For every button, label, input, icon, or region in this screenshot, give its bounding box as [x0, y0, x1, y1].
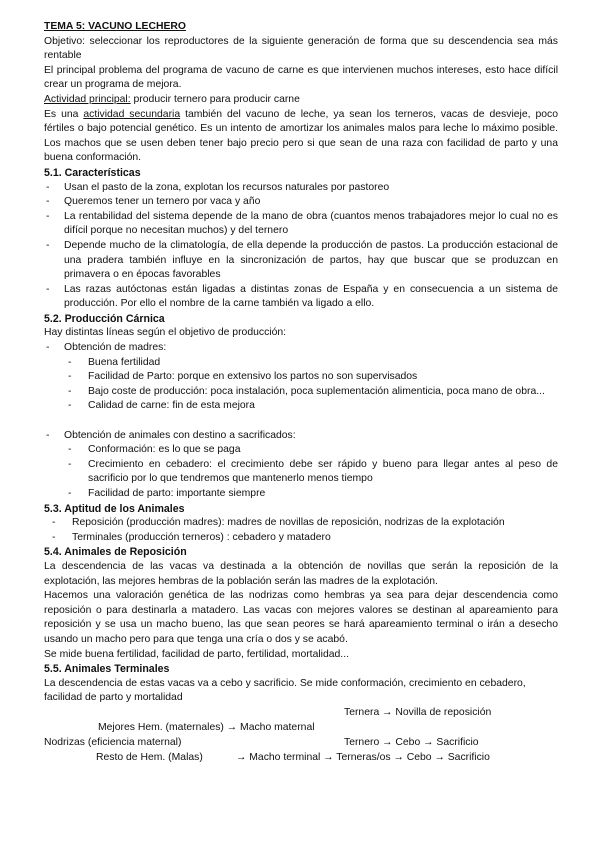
- list-item: - Usan el pasto de la zona, explotan los recursos naturales por pastoreo: [44, 181, 558, 196]
- flow-nodrizas: Nodrizas (eficiencia maternal): [44, 736, 182, 748]
- production-lines-list: [44, 341, 558, 356]
- actividad-secundaria-pre: Es una: [44, 108, 84, 120]
- list-item: - Terminales (producción terneros) : cebadero y matadero: [30, 531, 558, 546]
- flow-ternero: Ternero → Cebo → Sacrificio: [344, 736, 479, 748]
- selection-flow-diagram: [44, 706, 558, 766]
- list-item-madres: [44, 341, 558, 356]
- flow-macho-terminal: → Macho terminal → Terneras/os → Cebo → Sacrificio: [236, 751, 490, 763]
- section-heading-5-4: 5.4. Animales de Reposición: [44, 546, 187, 559]
- section-heading-5-3: 5.3. Aptitud de los Animales: [44, 502, 185, 515]
- list-item: - Conformación: es lo que se paga: [46, 443, 558, 458]
- reposicion-paragraph-2: Hacemos una valoración genética de las nodrizas como hembras ya sea para dejar descendencia como reposición o para destinarla a matadero. Las vacas con mejores valores se destinan al apareamiento para reposición y se usa un macho bueno, las que sean peores se hará apareamiento terminal o irán a desecho usando un macho pero para que tenga una cría o dos y se acabó.: [44, 590, 558, 645]
- actividad-principal-paragraph: [44, 93, 558, 108]
- list-item: - Las razas autóctonas están ligadas a distintas zonas de España y en consecuencia a un sistema de producción. Por ello el nombre de la carne también va ligado a ello.: [44, 283, 558, 312]
- list-item: - Calidad de carne: fin de esta mejora: [46, 399, 558, 414]
- list-item: - Bajo coste de producción: poca instalación, poca suplementación alimenticia, poca mano de obra...: [46, 385, 558, 400]
- terminales-paragraph: La descendencia de estas vacas va a cebo y sacrificio. Se mide conformación, crecimiento en cebadero, facilidad de parto y mortalidad: [44, 677, 526, 704]
- objetivo-paragraph: Objetivo: seleccionar los reproductores de la siguiente generación de forma que su descendencia sea más rentable: [44, 35, 558, 62]
- list-item: - Buena fertilidad: [46, 356, 558, 371]
- characteristics-list: [44, 181, 558, 312]
- reposicion-paragraph-1: La descendencia de las vacas va destinada a la obtención de novillas que serán la reposición de la explotación, las mejores hembras de la población serán las madres de la explotación.: [44, 560, 558, 587]
- actividad-secundaria-label: actividad secundaria: [83, 108, 181, 120]
- actividad-secundaria-paragraph: [44, 108, 558, 166]
- page-title: TEMA 5: VACUNO LECHERO: [44, 21, 187, 32]
- madres-label: Obtención de madres:: [64, 342, 167, 354]
- section-heading-5-5: 5.5. Animales Terminales: [44, 663, 170, 676]
- flow-mejores-hembras: Mejores Hem. (maternales) → Macho maternal: [98, 721, 315, 733]
- list-item: - Reposición (producción madres): madres de novillas de reposición, nodrizas de la explotación: [30, 516, 558, 531]
- actividad-secundaria-text: también del vacuno de leche, ya sean los terneros, vacas de desvieje, poco fértiles o bajo potencial genético. Es un intento de amortizar los animales malos para leche lo máximo posible. Los machos que se usen deben tener bajo precio pero si que sean de una raza con facilidad de parto y una buena conformación.: [44, 108, 558, 164]
- actividad-principal-text: producir ternero para producir carne: [130, 93, 300, 105]
- sacrificados-label: Obtención de animales con destino a sacrificados:: [64, 429, 296, 441]
- blank-line: [44, 414, 558, 429]
- sacrificio-list: [44, 429, 558, 444]
- reposicion-paragraph-3: Se mide buena fertilidad, facilidad de parto, fertilidad, mortalidad...: [44, 648, 349, 660]
- list-item: - Facilidad de parto: importante siempre: [46, 487, 558, 502]
- madres-sublist: [46, 356, 558, 414]
- problema-paragraph: El principal problema del programa de vacuno de carne es que intervienen muchos intereses, esto hace difícil crear un programa de mejora.: [44, 64, 558, 91]
- aptitud-list: [30, 516, 558, 545]
- list-item: - Crecimiento en cebadero: el crecimiento debe ser rápido y bueno para llegar antes al peso de sacrificio por lo que tendremos que mantenerlo menos tiempo: [46, 458, 558, 487]
- list-item: - Facilidad de Parto: porque en extensivo los partos no son supervisados: [46, 370, 558, 385]
- actividad-principal-label: Actividad principal:: [44, 93, 131, 105]
- flow-ternera: Ternera → Novilla de reposición: [344, 706, 492, 718]
- list-item: - La rentabilidad del sistema depende de la mano de obra (cuantos menos trabajadores mejor lo cual no es difícil porque no necesitan muchos) y del ternero: [44, 210, 558, 239]
- list-item-sacrificados: [44, 429, 558, 444]
- sacrificados-sublist: [46, 443, 558, 501]
- list-item: - Queremos tener un ternero por vaca y año: [44, 195, 558, 210]
- section-heading-5-1: 5.1. Características: [44, 166, 141, 179]
- section-heading-5-2: 5.2. Producción Cárnica: [44, 312, 165, 325]
- flow-resto-hembras: Resto de Hem. (Malas): [96, 751, 203, 763]
- document-page: [44, 20, 558, 766]
- production-intro: Hay distintas líneas según el objetivo de producción:: [44, 327, 287, 339]
- list-item: - Depende mucho de la climatología, de ella depende la producción de pastos. La producción estacional de una pradera también influye en la sincronización de partos, hay que buscar que se produzcan en primavera o en épocas favorables: [44, 239, 558, 283]
